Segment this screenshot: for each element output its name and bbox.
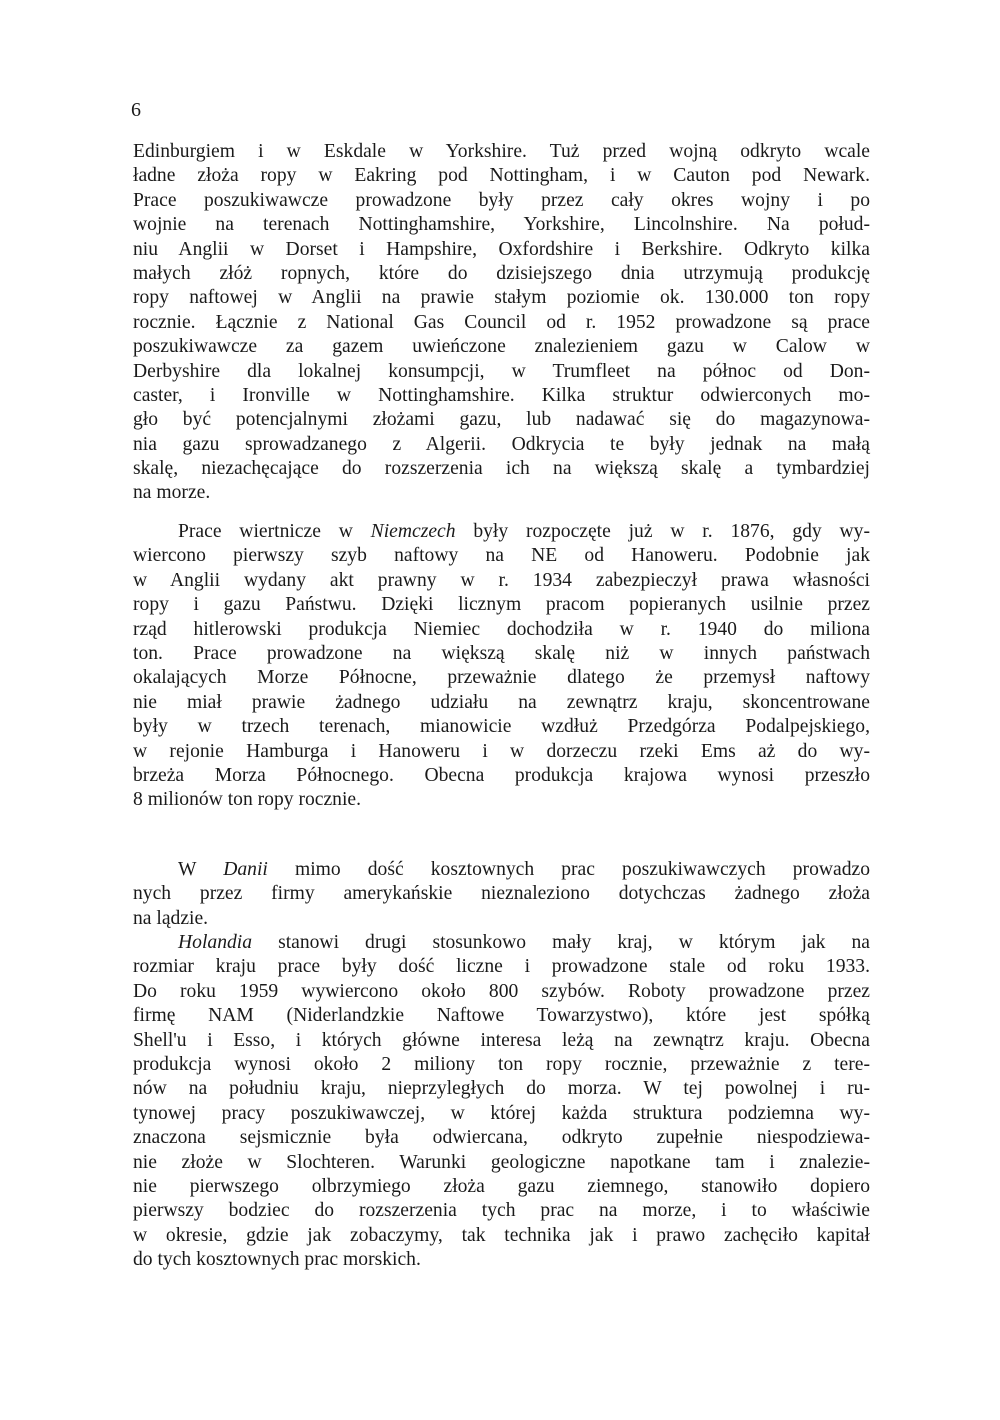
text-line <box>133 520 870 544</box>
italic-term: Danii <box>223 859 268 880</box>
text-line <box>133 931 870 955</box>
text-segment: na morze. <box>133 482 211 504</box>
text-line <box>133 384 870 408</box>
text-segment: mimo dość kosztownych prac poszukiwawczych prowadzo <box>267 859 870 880</box>
text-line <box>133 213 870 237</box>
text-segment: W <box>178 859 224 880</box>
text-segment: nie złoże w Slochteren. Warunki geologiczne napotkane tam i znalezie- <box>133 1151 870 1173</box>
text-segment: caster, i Ironville w Nottinghamshire. Kilka struktur odwierconych mo- <box>133 384 870 406</box>
text-segment: nych przez firmy amerykańskie nieznaleziono dotychczas żadnego złoża <box>133 883 870 905</box>
text-line <box>133 1004 870 1028</box>
text-segment: na lądzie. <box>133 907 209 929</box>
text-segment: w okresie, gdzie jak zobaczymy, tak technika jak i prawo zachęciło kapitał <box>133 1224 870 1246</box>
text-segment: wiercono pierwszy szyb naftowy na NE od Hanoweru. Podobnie jak <box>133 545 870 567</box>
text-line <box>133 691 870 715</box>
text-segment: ropy i gazu Państwu. Dzięki licznym pracom popieranych usilnie przez <box>133 594 870 616</box>
text-line <box>133 360 870 384</box>
text-line <box>133 311 870 335</box>
paragraph-england <box>133 140 870 506</box>
text-line <box>133 1248 870 1272</box>
text-line <box>133 882 870 906</box>
text-line <box>133 1151 870 1175</box>
text-line <box>133 980 870 1004</box>
paragraph-germany <box>133 520 870 813</box>
text-segment: stanowi drugi stosunkowo mały kraj, w którym jak na <box>252 932 870 953</box>
text-segment: rozmiar kraju prace były dość liczne i prowadzone stale od roku 1933. <box>133 956 870 978</box>
text-segment: do tych kosztownych prac morskich. <box>133 1249 421 1271</box>
text-segment: w rejonie Hamburga i Hanoweru i w dorzeczu rzeki Ems aż do wy- <box>133 740 870 762</box>
text-segment: były rozpoczęte już w r. 1876, gdy wy- <box>455 521 870 542</box>
text-segment: Prace wiertnicze w <box>178 521 371 542</box>
text-line <box>133 189 870 213</box>
text-segment: Edinburgiem i w Eskdale w Yorkshire. Tuż przed wojną odkryto wcale <box>133 141 870 162</box>
text-line <box>133 544 870 568</box>
text-segment: ton. Prace prowadzone na większą skalę niż w innych państwach <box>133 642 870 664</box>
text-segment: 8 milionów ton ropy rocznie. <box>133 789 362 811</box>
text-line <box>133 788 870 812</box>
text-line <box>133 262 870 286</box>
text-line <box>133 955 870 979</box>
text-segment: poszukiwawcze za gazem uwieńczone znalezieniem gazu w Calow w <box>133 336 870 358</box>
text-segment: rocznie. Łącznie z National Gas Council od r. 1952 prowadzone są prace <box>133 311 870 333</box>
page-number: 6 <box>131 99 141 121</box>
text-line <box>133 1126 870 1150</box>
text-segment: skalę, niezachęcające do rozszerzenia ich na większą skalę a tymbardziej <box>133 458 870 480</box>
text-line <box>133 481 870 505</box>
text-segment: ładne złoża ropy w Eakring pod Nottingham, i w Cauton pod Newark. <box>133 165 870 187</box>
text-segment: okalających Morze Północne, przeważnie dlatego że przemysł naftowy <box>133 667 870 689</box>
paragraph-denmark <box>133 858 870 931</box>
text-line <box>133 1224 870 1248</box>
text-line <box>133 238 870 262</box>
italic-term: Niemczech <box>370 521 456 542</box>
text-segment: były w trzech terenach, mianowicie wzdłuż Przedgórza Podalpejskiego, <box>133 716 870 738</box>
text-line <box>133 1029 870 1053</box>
text-segment: nie miał prawie żadnego udziału na zewnątrz kraju, skoncentrowane <box>133 691 870 713</box>
text-line <box>133 642 870 666</box>
text-segment: rząd hitlerowski produkcja Niemiec dochodziła w r. 1940 do miliona <box>133 618 870 640</box>
text-line <box>133 715 870 739</box>
italic-term: Holandia <box>178 932 253 953</box>
text-line <box>133 286 870 310</box>
text-segment: nia gazu sprowadzanego z Algerii. Odkrycia te były jednak na małą <box>133 433 870 455</box>
text-line <box>133 433 870 457</box>
text-segment: nie pierwszego olbrzymiego złoża gazu ziemnego, stanowiło dopiero <box>133 1175 870 1197</box>
text-segment: znaczona sejsmicznie była odwiercana, odkryto zupełnie niespodziewa- <box>133 1127 870 1149</box>
text-line <box>133 666 870 690</box>
text-line <box>133 140 870 164</box>
text-line <box>133 1175 870 1199</box>
text-line <box>133 335 870 359</box>
paragraph-netherlands <box>133 931 870 1272</box>
text-segment: małych złóż ropnych, które do dzisiejszego dnia utrzymują produkcję <box>133 262 870 284</box>
text-segment: Do roku 1959 wywiercono około 800 szybów. Roboty prowadzone przez <box>133 980 870 1002</box>
text-line <box>133 593 870 617</box>
text-segment: w Anglii wydany akt prawny w r. 1934 zabezpieczył prawa własności <box>133 569 870 591</box>
text-line <box>133 858 870 882</box>
text-line <box>133 1199 870 1223</box>
text-line <box>133 1053 870 1077</box>
text-line <box>133 457 870 481</box>
text-segment: ropy naftowej w Anglii na prawie stałym poziomie ok. 130.000 ton ropy <box>133 287 870 309</box>
text-line <box>133 764 870 788</box>
text-segment: produkcja wynosi około 2 miliony ton ropy rocznie, przeważnie z tere- <box>133 1053 870 1075</box>
text-line <box>133 907 870 931</box>
text-segment: gło być potencjalnymi złożami gazu, lub nadawać się do magazynowa- <box>133 409 870 431</box>
text-line <box>133 1077 870 1101</box>
text-segment: Prace poszukiwawcze prowadzone były przez cały okres wojny i po <box>133 189 870 211</box>
text-segment: firmę NAM (Niderlandzkie Naftowe Towarzystwo), które jest spółką <box>133 1005 870 1027</box>
text-segment: niu Anglii w Dorset i Hampshire, Oxfordshire i Berkshire. Odkryto kilka <box>133 238 870 260</box>
text-line <box>133 569 870 593</box>
text-segment: pierwszy bodziec do rozszerzenia tych prac na morze, i to właściwie <box>133 1200 870 1222</box>
text-line <box>133 1102 870 1126</box>
text-line <box>133 740 870 764</box>
text-line <box>133 164 870 188</box>
text-segment: wojnie na terenach Nottinghamshire, Yorkshire, Lincolnshire. Na połud- <box>133 214 870 236</box>
text-segment: Derbyshire dla lokalnej konsumpcji, w Trumfleet na północ od Don- <box>133 360 870 382</box>
text-line <box>133 408 870 432</box>
text-segment: nów na południu kraju, nieprzyległych do morza. W tej powolnej i ru- <box>133 1078 870 1100</box>
text-segment: Shell'u i Esso, i których główne interesa leżą na zewnątrz kraju. Obecna <box>133 1029 870 1051</box>
text-segment: brzeża Morza Północnego. Obecna produkcja krajowa wynosi przeszło <box>133 764 870 786</box>
text-line <box>133 618 870 642</box>
text-segment: tynowej pracy poszukiwawczej, w której każda struktura podziemna wy- <box>133 1102 870 1124</box>
